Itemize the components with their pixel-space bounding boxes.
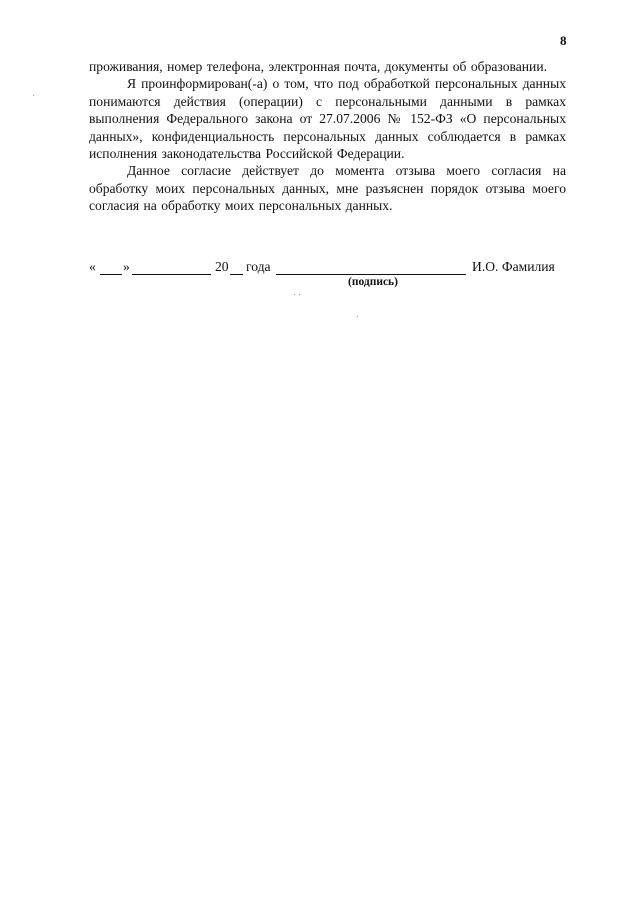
- paragraph-consent-validity: Данное согласие действует до момента отзыва моего согласия на обработку моих персональных данных, мне разъяснен порядок отзыва моего согласия на обработку моих персональных данных.: [89, 163, 566, 214]
- signature-line: [89, 259, 566, 279]
- document-body: [89, 58, 566, 215]
- scan-speck: [294, 294, 295, 295]
- scan-speck: [357, 316, 358, 317]
- page-number: 8: [560, 33, 567, 48]
- day-blank: [100, 259, 122, 279]
- scan-speck: [299, 294, 300, 295]
- year-suffix: года: [246, 259, 271, 274]
- paragraph-continuation: проживания, номер телефона, электронная почта, документы об образовании.: [89, 59, 548, 74]
- date-close-quote: »: [123, 259, 130, 274]
- scan-speck: [33, 95, 34, 96]
- date-open-quote: «: [89, 259, 96, 274]
- signer-name: И.О. Фамилия: [472, 259, 555, 274]
- year-prefix: 20: [215, 259, 229, 274]
- month-blank: [132, 259, 211, 279]
- year-blank: [230, 259, 243, 279]
- paragraph-information: Я проинформирован(-а) о том, что под обработкой персональных данных понимаются действия (операции) с персональными данными в рамках выполнения Федерального закона от 27.07.2006 № 152-ФЗ «О персональных данных», конфиденциальность персональных данных соблюдается в рамках исполнения законодательства Российской Федерации.: [89, 76, 566, 162]
- signature-caption: (подпись): [348, 276, 398, 288]
